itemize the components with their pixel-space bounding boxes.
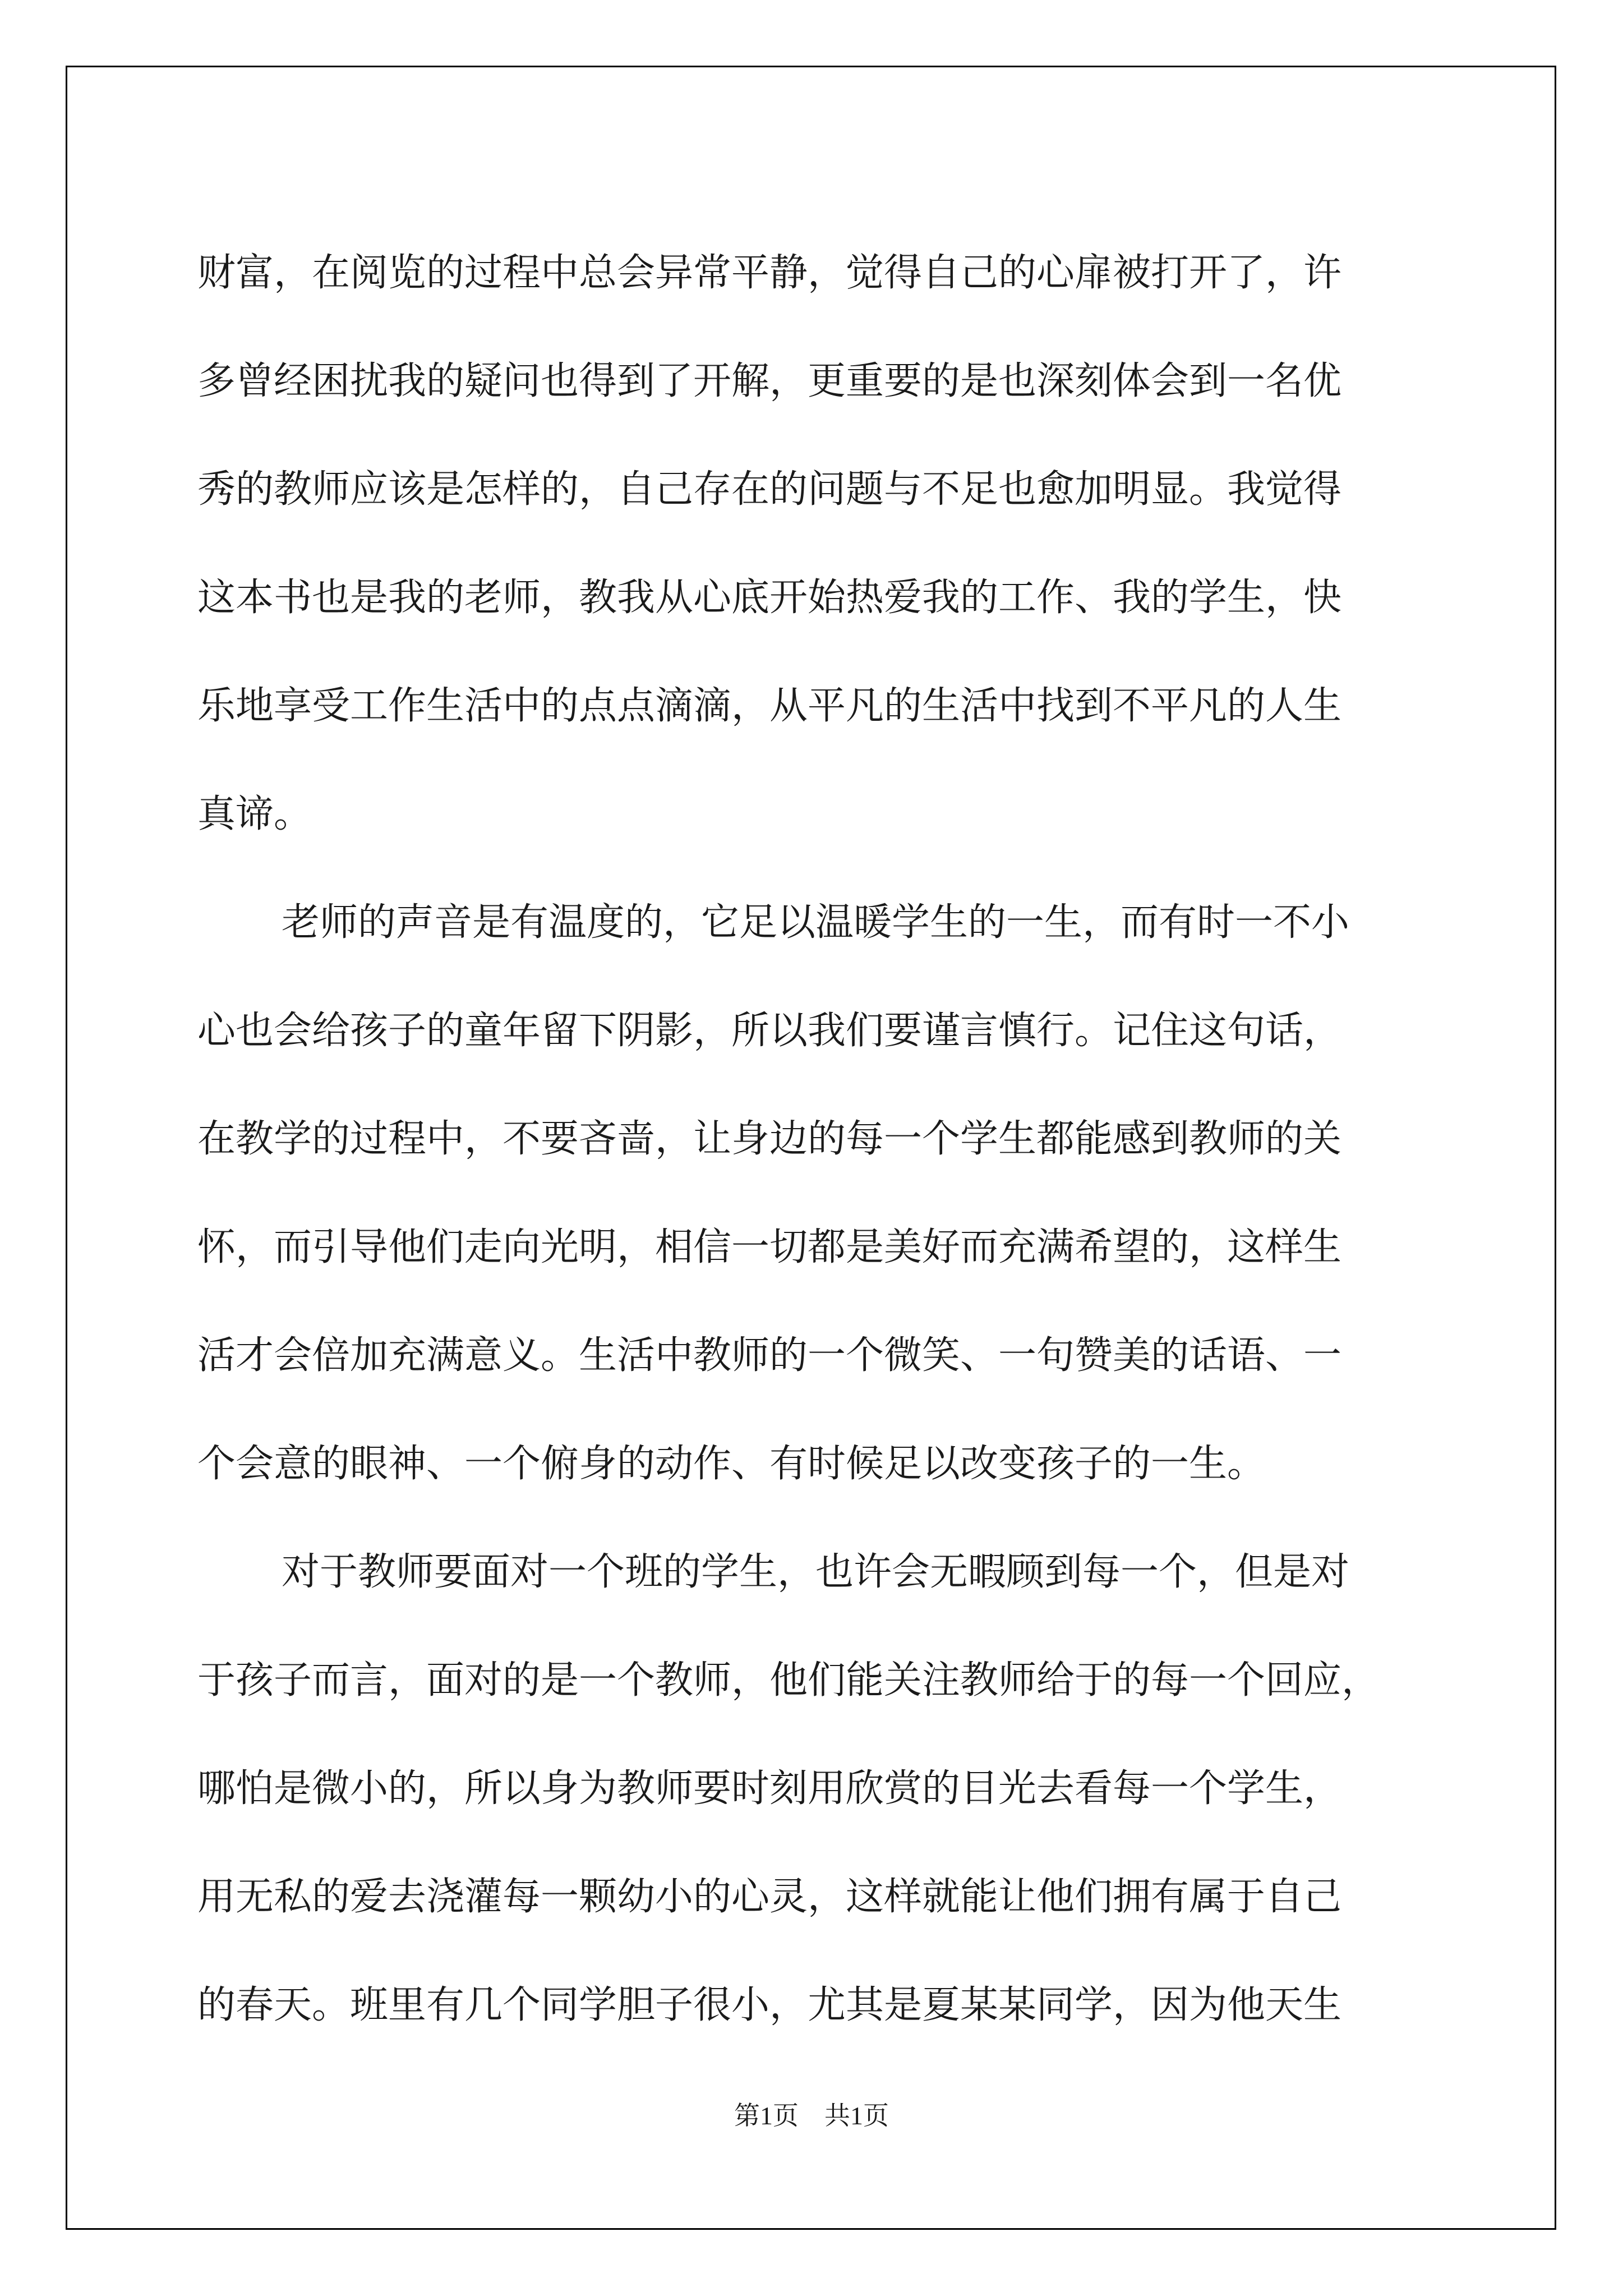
text-line: 真谛。 xyxy=(197,792,312,836)
text-line: 秀的教师应该是怎样的，自己存在的问题与不足也愈加明显。我觉得 xyxy=(197,467,1342,512)
body-text xyxy=(197,219,1431,2059)
text-line: 于孩子而言，面对的是一个教师，他们能关注教师给于的每一个回应， xyxy=(197,1658,1380,1703)
paragraph-start-line: 对于教师要面对一个班的学生，也许会无暇顾到每一个，但是对 xyxy=(282,1550,1350,1594)
text-line: 用无私的爱去浇灌每一颗幼小的心灵，这样就能让他们拥有属于自己 xyxy=(197,1875,1342,1919)
text-line: 个会意的眼神、一个俯身的动作、有时候足以改变孩子的一生。 xyxy=(197,1442,1266,1486)
text-line: 的春天。班里有几个同学胆子很小，尤其是夏某某同学，因为他天生 xyxy=(197,1983,1342,2027)
text-line: 在教学的过程中，不要吝啬，让身边的每一个学生都能感到教师的关 xyxy=(197,1117,1342,1161)
page-number: 第1页 共1页 xyxy=(734,2101,889,2130)
text-line: 心也会给孩子的童年留下阴影，所以我们要谨言慎行。记住这句话， xyxy=(197,1009,1342,1053)
text-line: 哪怕是微小的，所以身为教师要时刻用欣赏的目光去看每一个学生， xyxy=(197,1766,1342,1811)
text-line: 怀，而引导他们走向光明，相信一切都是美好而充满希望的，这样生 xyxy=(197,1225,1342,1269)
text-line: 多曾经困扰我的疑问也得到了开解，更重要的是也深刻体会到一名优 xyxy=(197,359,1342,403)
text-line: 乐地享受工作生活中的点点滴滴，从平凡的生活中找到不平凡的人生 xyxy=(197,684,1342,728)
text-line: 财富，在阅览的过程中总会异常平静，觉得自己的心扉被打开了，许 xyxy=(197,251,1342,295)
text-line: 这本书也是我的老师，教我从心底开始热爱我的工作、我的学生，快 xyxy=(197,576,1342,620)
paragraph-start-line: 老师的声音是有温度的，它足以温暖学生的一生，而有时一不小 xyxy=(282,900,1350,945)
text-line: 活才会倍加充满意义。生活中教师的一个微笑、一句赞美的话语、一 xyxy=(197,1333,1342,1378)
